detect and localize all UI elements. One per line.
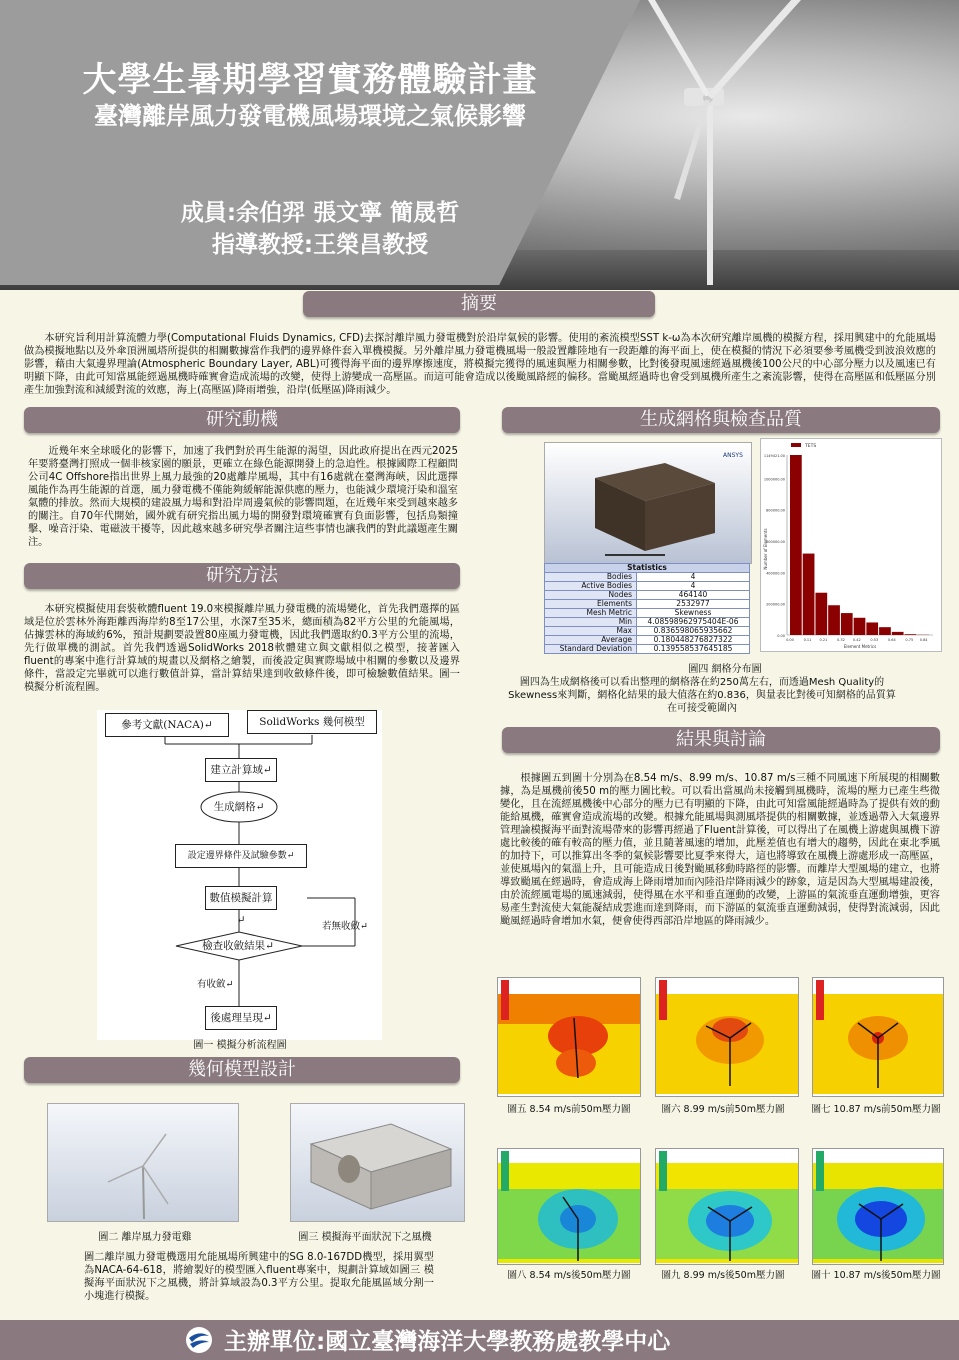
stats-row <box>545 582 750 591</box>
figure2-caption: 圖二 離岸風力發電雞 <box>98 1232 192 1243</box>
figure6-caption: 圖六 8.99 m/s前50m壓力圖 <box>661 1104 785 1115</box>
flow-node-solidworks: SolidWorks 幾何模型 <box>247 710 377 734</box>
y-tick-label: 800000.00 <box>766 508 785 513</box>
skewness-chart <box>760 438 942 652</box>
stats-key: Min <box>545 618 637 627</box>
stats-row <box>545 591 750 600</box>
page-title: 大學生暑期學習實務體驗計畫 <box>82 60 538 100</box>
x-tick-label: 0.64 <box>887 638 896 642</box>
stats-value: 4.08598962975404E-06 <box>637 618 750 627</box>
figure3-caption: 圖三 模擬海平面狀況下之風機 <box>298 1232 432 1243</box>
wind-turbine-photo <box>560 0 959 290</box>
chart-bar <box>854 618 866 635</box>
footer-bar <box>0 1320 959 1360</box>
y-tick-label: 1000000.00 <box>763 477 785 482</box>
turbine-model-svg <box>48 1104 238 1221</box>
stats-row <box>545 645 750 654</box>
turbine-model-image <box>47 1103 239 1222</box>
x-tick-label: 0.75 <box>905 638 914 642</box>
stats-key: Nodes <box>545 591 637 600</box>
stats-key: Mesh Metric <box>545 609 637 618</box>
chart-bar <box>892 632 904 635</box>
stats-value: 0.180448276827322 <box>637 636 750 645</box>
x-tick-label: 0.42 <box>852 638 861 642</box>
x-tick-label: 0.84 <box>919 638 928 642</box>
pressure-front-1087 <box>812 977 944 1097</box>
legend-label: TETS <box>805 444 817 449</box>
x-axis-label: Element Metrics <box>843 644 877 649</box>
flow-label-yes: 有收斂↵ <box>197 979 234 990</box>
flow-label-no: 若無收斂↵ <box>322 921 368 932</box>
results-text: 根據圖五到圖十分別為在8.54 m/s、8.99 m/s、10.87 m/s三種不同風速下所展現的相關數據，為是風機前後50 m的壓力圖比較。可以看出當風尚未接觸到風機時，流場的壓力已產生些微變化，且在流經風機後中心部分的壓力已有明顯的下降，由此可知當風能經過時為了提供有效的動能給風機，確實會造成流場的改變。根據允能風場與測風塔提供的相關數據，並透過帶入大氣邊界管理論模擬海平面對流場帶來的影響再經過了Fluent計算後，可以得出了在風機上游處與風機下游處比較後的確有較高的壓力值，並且隨著風速的增加，此壓差值也有增大的趨勢，因此在東北季風的加持下，可以推算出冬季的氣候影響要比夏季來得大，這也將導致在風機上游處形成一高壓區，並使風場內的氣溫上升，且可能造成日後對颱風移動時路徑的影響。而離岸大型風場的建立，也將導致颱風在經過時，會造成海上降雨增加而內陸沿岸降雨減少的跡象，這是因為大型風場建設後，由於流經風電場的風速減弱，使得風在水平和垂直運動的改變，上游區的氣流垂直運動增強，更容易產生對流使大氣能凝結成雲進而達到降雨，而下游區的氣流垂直運動減弱，使得對流減弱，因此颱風經過時會增加水氣，便會使得西部沿岸地區的降雨減少。 <box>500 773 940 927</box>
mesh-statistics-table <box>544 563 750 654</box>
chart-bar <box>815 593 827 635</box>
chart-bar <box>905 634 917 635</box>
footer-organizer: 主辦單位:國立臺灣海洋大學教務處教學中心 <box>224 1329 671 1355</box>
pressure-back-1087 <box>812 1148 944 1265</box>
geometry-heading: 幾何模型設計 <box>24 1057 460 1083</box>
flowchart-caption: 圖一 模擬分析流程圖 <box>193 1040 287 1051</box>
flow-node-post: 後處理呈現↵ <box>205 1006 277 1030</box>
flow-node-mesh: 生成網格↵ <box>213 801 265 813</box>
method-text: 本研究模擬使用套裝軟體fluent 19.0來模擬離岸風力發電機的流場變化，首先我們選擇的區域是位於雲林外海距離西海岸約8至17公里，水深7至35米，總面積為82平方公里的允能風場，佔據雲林的海域約6%，預計規劃要設置80座風力發電機，因此我們選取約0.3平方公里的流場，先行做單機的測試。首先我們透過SolidWorks 2018軟體建立與文獻相似之模型，接著匯入fluent的專案中進行計算域的規畫以及網格之繪製，而後設定與實際場域中相關的參數以及邊界條件，當設定完畢就可以進行數值計算，當計算結果達到收斂條件後，即可檢驗數值結果。圖一 模擬分析流程圖。 <box>24 604 460 693</box>
figure8-caption: 圖八 8.54 m/s後50m壓力圖 <box>507 1270 631 1281</box>
x-tick-label: 0.00 <box>786 638 794 642</box>
stats-value: 0.836598065935662 <box>637 627 750 636</box>
stats-value: Skewness <box>637 609 750 618</box>
chart-bar <box>828 605 840 635</box>
mesh-cube-svg <box>545 443 751 563</box>
chart-bar <box>841 613 853 635</box>
flow-node-domain: 建立計算域↵ <box>205 758 277 782</box>
figure10-caption: 圖十 10.87 m/s後50m壓力圖 <box>811 1270 941 1281</box>
pressure-back-854 <box>497 1148 641 1265</box>
abstract-heading: 摘要 <box>303 291 655 317</box>
figure4-caption: 圖四 網格分布圖 <box>688 664 762 675</box>
stats-key: Max <box>545 627 637 636</box>
page-subtitle: 臺灣離岸風力發電機風場環境之氣候影響 <box>94 102 526 130</box>
header-banner <box>0 0 959 290</box>
stats-key: Average <box>545 636 637 645</box>
flowchart <box>97 710 382 1040</box>
stats-row <box>545 600 750 609</box>
stats-key: Elements <box>545 600 637 609</box>
method-heading: 研究方法 <box>24 563 460 589</box>
flow-node-bc: 設定邊界條件及試驗參數↵ <box>175 844 307 868</box>
x-tick-label: 0.21 <box>819 638 828 642</box>
y-tick-label: 400000.00 <box>766 571 785 576</box>
mesh-text: 圖四為生成網格後可以看出整理的網格落在約250萬左右，而透過Mesh Quality的Skewness來判斷，網格化結果的最大值落在約0.836，與量表比對後可知網格的品質算在可接受範圍內 <box>508 677 896 714</box>
y-tick-label: 1149421.00 <box>763 454 785 458</box>
pressure-back-899-svg <box>656 1149 798 1264</box>
stats-key: Active Bodies <box>545 582 637 591</box>
domain-model-image <box>290 1103 465 1222</box>
stats-value: 464140 <box>637 591 750 600</box>
ansys-logo: ANSYS <box>723 452 743 459</box>
figure7-caption: 圖七 10.87 m/s前50m壓力圖 <box>811 1104 941 1115</box>
chart-bar <box>803 554 815 635</box>
legend-swatch <box>791 443 801 447</box>
y-axis-label: Number of Elements <box>763 528 768 570</box>
pressure-back-899 <box>655 1148 799 1265</box>
flow-node-ref: 參考文獻(NACA)↵ <box>105 713 229 737</box>
university-logo-icon <box>184 1326 214 1354</box>
stats-value: 4 <box>637 573 750 582</box>
stats-row <box>545 573 750 582</box>
pressure-back-854-svg <box>498 1149 640 1264</box>
chart-bar <box>866 622 878 635</box>
mesh-heading: 生成網格與檢查品質 <box>502 407 940 433</box>
skewness-chart-svg <box>761 439 941 651</box>
geometry-text: 圖二離岸風力發電機選用允能風場所興建中的SG 8.0-167DD機型，採用翼型為NACA-64-618，將繪製好的模型匯入fluent專案中，規劃計算域如圖三 模擬海平面狀況下之風機，將計算域設為0.3平方公里。提取允能風區域分割一小塊進行模擬。 <box>84 1252 434 1302</box>
x-tick-label: 0.11 <box>803 638 812 642</box>
stats-value: 0.139558537645185 <box>637 645 750 654</box>
flow-node-check: 檢查收斂結果↵ <box>202 940 274 952</box>
figure5-caption: 圖五 8.54 m/s前50m壓力圖 <box>507 1104 631 1115</box>
pressure-front-1087-svg <box>813 978 943 1096</box>
abstract-text: 本研究旨利用計算流體力學(Computational Fluids Dynamics, CFD)去探討離岸風力發電機對於沿岸氣候的影響。使用的紊流模型SST k-ω為本次研究離岸風機的模擬方程，採用興建中的允能風場做為模擬地點以及外傘頂洲風塔所提供的相關數據當作我們的邊界條件套入單機模擬。另外離岸風力發電機風場一般設置離陸地有一段距離的海平面上，使在模擬的情況下必須要參考風機受到波浪效應的影響，藉由大氣邊界理論(Atmospheric Boundary Layer, ABL)可獲得海平面的邊界摩擦速度，將模擬完獲得的風速與壓力相關參數，比對後發現風速經過風機後100公尺的中心部分壓力以及風速已有明顯下降，由此可知當風能經過風機時確實會造成流場的改變，使得上游變成一高壓區。而這可能會造成以後颱風路經的偏移。當颱風經過時也會受到風機所產生之紊流影響，使得在高壓區和低壓區分別產生加強對流和減緩對流的效應，海上(高壓區)降雨增強，沿岸(低壓區)降雨減少。 <box>24 333 936 396</box>
figure9-caption: 圖九 8.99 m/s後50m壓力圖 <box>661 1270 785 1281</box>
pressure-front-854-svg <box>498 978 640 1096</box>
y-tick-label: 0.00 <box>777 634 785 638</box>
y-tick-label: 200000.00 <box>766 602 785 607</box>
chart-bar <box>879 627 891 635</box>
x-tick-label: 0.53 <box>870 638 879 642</box>
x-tick-label: 0.32 <box>837 638 845 642</box>
stats-value: 4 <box>637 582 750 591</box>
members-line: 成員:余伯羿 張文寧 簡晟哲 <box>180 200 460 226</box>
domain-model-svg <box>291 1104 464 1221</box>
motivation-text: 近幾年來全球暖化的影響下，加速了我們對於再生能源的渴望，因此政府提出在西元2025年要將臺灣打照成一個非核家園的願景，更確立在綠色能源開發上的急迫性。根據國際工程顧問公司4C Offshore指出世界上風力最強的20處離岸風場，其中有16處就在臺灣海峽，因此選擇風能作為再生能源的首選，風力發電機不僅能夠緩解能源供應的壓力，也能減少環境汙染和溫室氣體的排放。然而大規模的建設風力場和對沿岸周邊氣候的影響問題，在近幾年來受到越來越多的關注。自70年代開始，國外就有研究指出風力場的開發對環境確實有負面影響，包括鳥類撞擊、噪音汙染、電磁波干擾等，因此越來越多研究學者關注這些事情也讓我們的對此議題產生關注。 <box>28 446 458 548</box>
advisor-line: 指導教授:王榮昌教授 <box>211 232 429 258</box>
stats-key: Bodies <box>545 573 637 582</box>
stats-key: Standard Deviation <box>545 645 637 654</box>
pressure-front-899-svg <box>656 978 798 1096</box>
pressure-front-899 <box>655 977 799 1097</box>
pressure-front-854 <box>497 977 641 1097</box>
flow-node-calc: 數值模擬計算↵ <box>205 886 277 910</box>
mesh-image <box>544 442 752 564</box>
chart-bar <box>790 455 802 635</box>
pressure-back-1087-svg <box>813 1149 943 1264</box>
motivation-heading: 研究動機 <box>24 407 460 433</box>
stats-title: Statistics <box>545 564 750 573</box>
results-heading: 結果與討論 <box>502 727 940 753</box>
y-tick-label: 600000.00 <box>766 540 785 545</box>
stats-value: 2532977 <box>637 600 750 609</box>
